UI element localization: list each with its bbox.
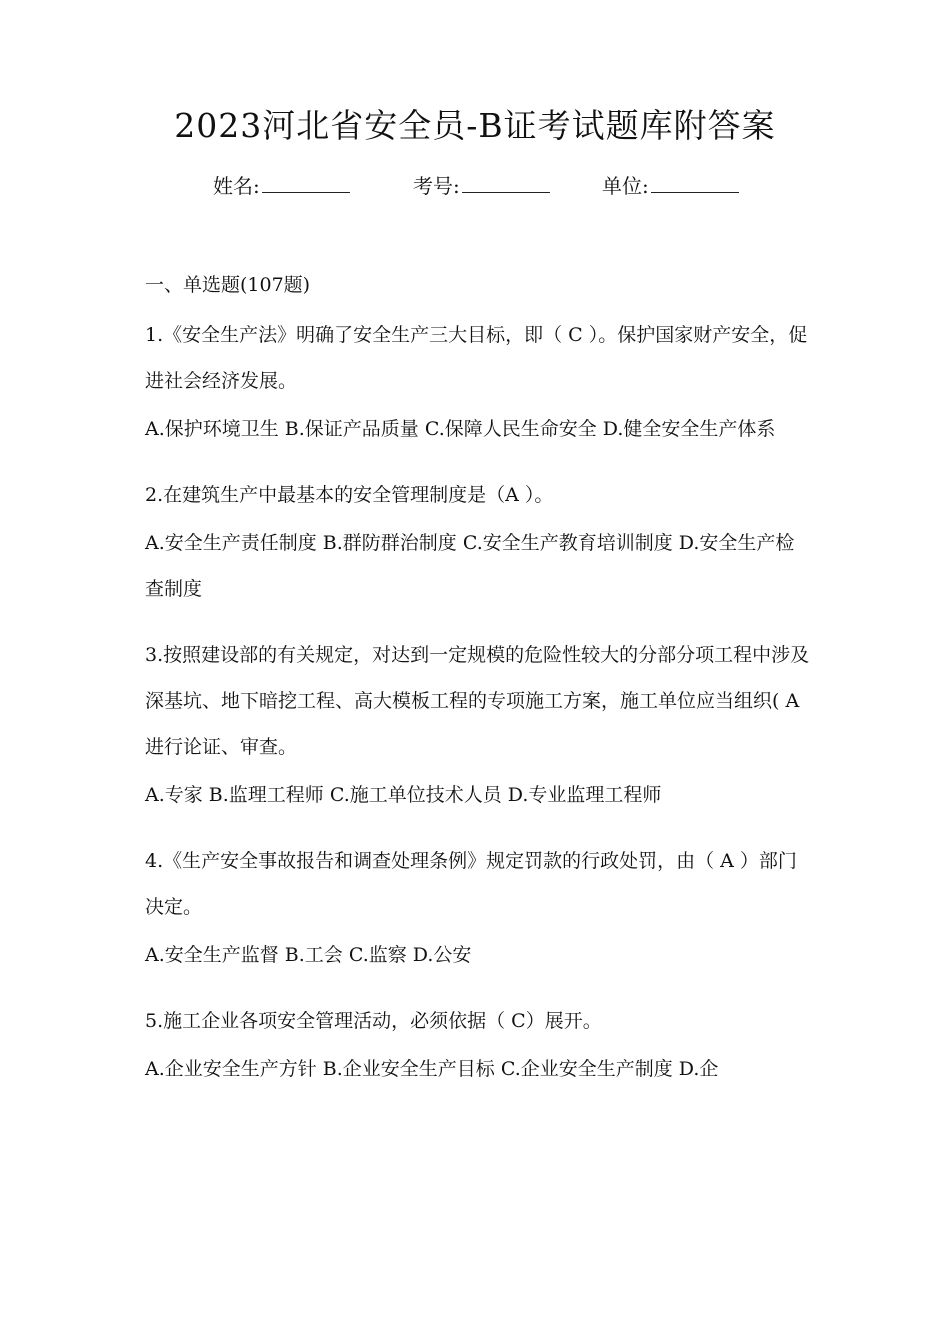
question-stem: 2.在建筑生产中最基本的安全管理制度是（A ）。: [145, 484, 554, 506]
question-content: [145, 270, 810, 1112]
question-options: A.保护环境卫生 B.保证产品质量 C.保障人民生命安全 D.健全安全生产体系: [145, 418, 776, 440]
name-blank-line: [262, 174, 350, 193]
question-item: [145, 838, 810, 978]
document-title: 2023河北省安全员-B证考试题库附答案: [174, 106, 776, 145]
question-stem: 4.《生产安全事故报告和调查处理条例》规定罚款的行政处罚，由（ A ）部门决定。: [145, 850, 797, 918]
unit-field: [602, 170, 739, 199]
question-stem: 5.施工企业各项安全管理活动，必须依据（ C）展开。: [145, 1010, 602, 1032]
question-item: [145, 998, 810, 1092]
question-options: A.安全生产监督 B.工会 C.监察 D.公安: [145, 944, 472, 966]
unit-label: 单位:: [602, 174, 649, 198]
name-label: 姓名:: [213, 174, 260, 198]
unit-blank-line: [651, 174, 739, 193]
question-item: [145, 472, 810, 612]
question-stem: 1.《安全生产法》明确了安全生产三大目标，即（ C ）。保护国家财产安全，促进社会经济发展。: [145, 324, 808, 392]
exam-number-blank-line: [462, 174, 550, 193]
question-stem: 3.按照建设部的有关规定，对达到一定规模的危险性较大的分部分项工程中涉及深基坑、地下暗挖工程、高大模板工程的专项施工方案，施工单位应当组织( A 进行论证、审查。: [145, 644, 810, 758]
question-options: A.专家 B.监理工程师 C.施工单位技术人员 D.专业监理工程师: [145, 784, 662, 806]
question-options: A.安全生产责任制度 B.群防群治制度 C.安全生产教育培训制度 D.安全生产检查制度: [145, 532, 795, 600]
question-item: [145, 312, 810, 452]
name-field: [213, 170, 350, 199]
exam-number-label: 考号:: [413, 174, 460, 198]
exam-number-field: [413, 170, 550, 199]
section-heading: 一、单选题(107题): [145, 274, 311, 296]
question-item: [145, 632, 810, 818]
question-options: A.企业安全生产方针 B.企业安全生产目标 C.企业安全生产制度 D.企: [145, 1058, 719, 1080]
